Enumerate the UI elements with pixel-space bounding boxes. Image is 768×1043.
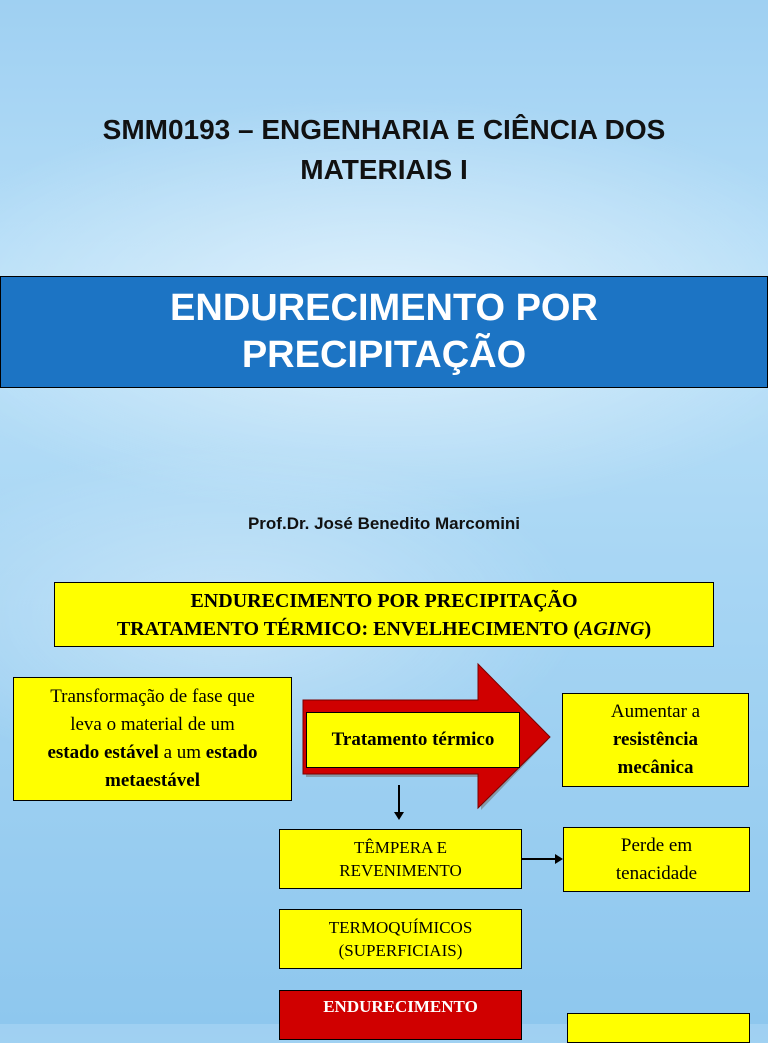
tempera-line2: REVENIMENTO [339, 861, 462, 880]
termo-line1: TERMOQUÍMICOS [328, 918, 473, 937]
partial-yellow-box [567, 1013, 750, 1043]
banner-line2: PRECIPITAÇÃO [241, 334, 527, 376]
left-mid: a um [158, 742, 206, 763]
right-resistance: resistência [612, 729, 699, 750]
right-arrow-head [555, 854, 563, 864]
left-line2: leva o material de um [70, 714, 235, 735]
heading-line2-prefix: TRATAMENTO TÉRMICO: ENVELHECIMENTO ( [116, 617, 581, 640]
right-line1: Aumentar a [610, 701, 701, 722]
strength-goal-box [562, 693, 749, 787]
down-arrow-head [394, 812, 404, 820]
right-line2 [613, 726, 698, 754]
termo-line2: (SUPERFICIAIS) [338, 941, 463, 960]
right-line3 [618, 754, 694, 782]
heading-line2-suffix: ) [644, 617, 652, 640]
left-line1: Transformação de fase que [50, 686, 255, 707]
heat-treatment-label: Tratamento térmico [306, 712, 520, 768]
course-title-line1: SMM0193 – ENGENHARIA E CIÊNCIA DOS [102, 114, 666, 145]
red-line1: ENDURECIMENTO [323, 997, 478, 1016]
heading-aging: AGING [580, 617, 645, 640]
perde-line2: tenacidade [615, 862, 698, 884]
hardening-box [279, 990, 522, 1040]
author-name: Prof.Dr. José Benedito Marcomini [247, 514, 521, 533]
left-stable: estado estável [47, 742, 159, 763]
left-metastable: metaestável [105, 770, 200, 791]
toughness-loss-box [563, 827, 750, 892]
tempera-box [279, 829, 522, 889]
perde-line1: Perde em [620, 834, 693, 856]
right-mechanical: mecânica [617, 757, 694, 778]
thermochemical-box [279, 909, 522, 969]
banner-line1: ENDURECIMENTO POR [170, 287, 598, 329]
course-title-line2: MATERIAIS I [300, 154, 468, 185]
left-state: estado [205, 742, 258, 763]
tempera-line1: TÊMPERA E [353, 838, 448, 857]
heading-line1: ENDURECIMENTO POR PRECIPITAÇÃO [190, 589, 578, 612]
